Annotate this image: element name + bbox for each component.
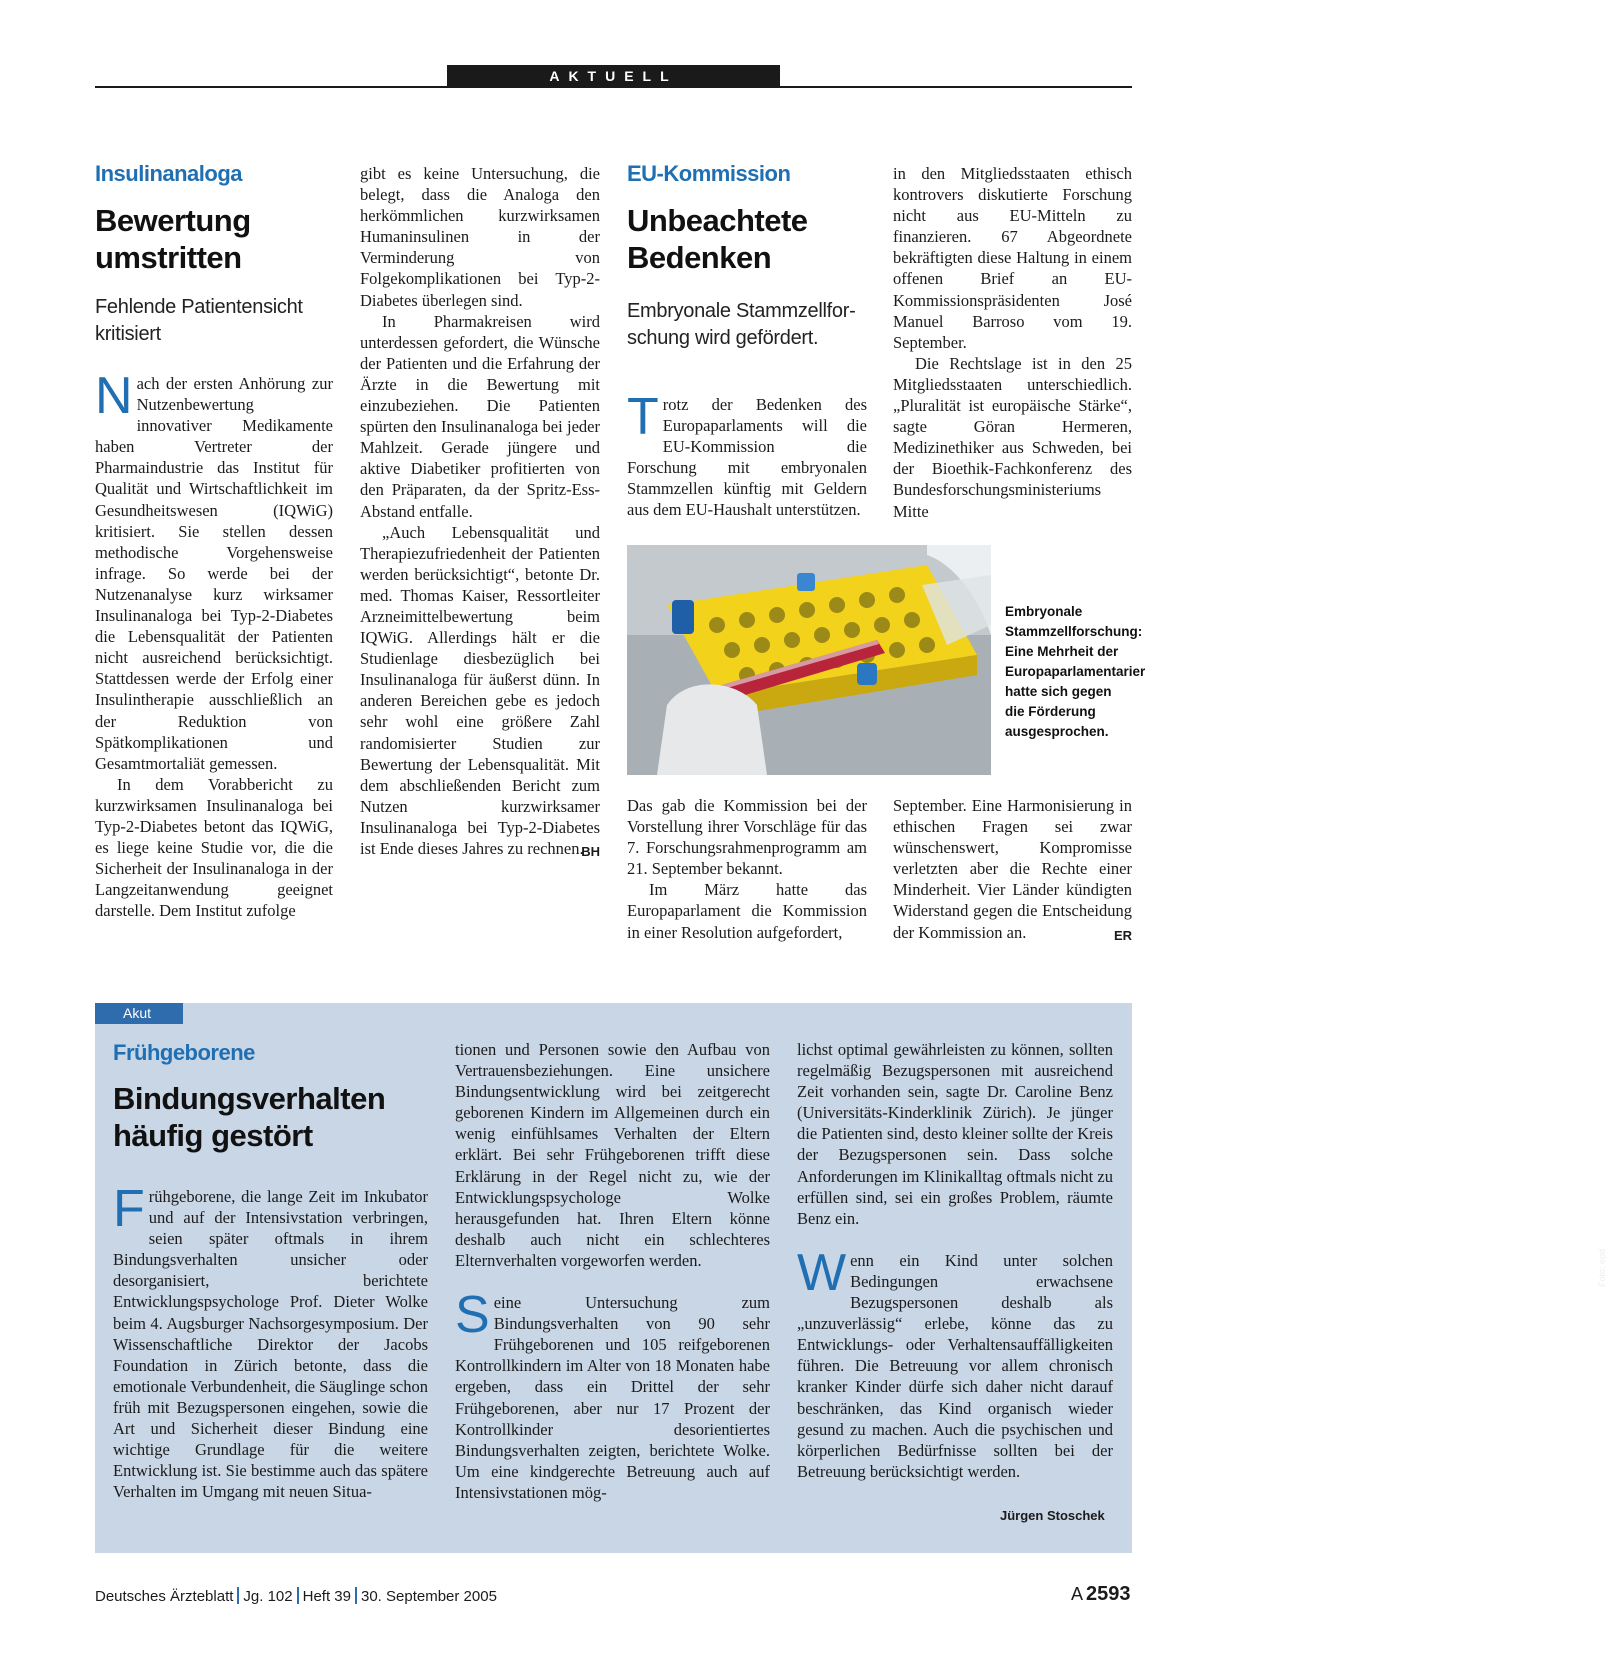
article2-col4-paragraph-1: in den Mitgliedsstaaten ethisch kontrovers diskutierte Forschung nicht aus EU-Mitteln zu finanzieren. 67 Abgeordnete bekräftigten diese Haltung in einem offenen Brief an EU-Kommissionspräsidenten José Manuel Barroso vom 19. September. (893, 164, 1132, 352)
article2-column-4-bottom (893, 795, 1132, 946)
footer-page-number: 2593 (1086, 1583, 1131, 1605)
article2-subhead-line2: schung wird gefördert. (627, 327, 819, 349)
footer-separator (297, 1587, 299, 1604)
section-badge: AKTUELL (447, 65, 780, 87)
article3-col2-paragraph-2: eine Untersuchung zum Bindungsverhalten von 90 sehr Frühgeborenen und 105 reifgeborenen Kontrollkindern im Alter von 18 Monaten habe ergeben, dass ein Drittel der sehr Frühgeborenen, aber nur 17 Prozent der Kontrollkinder desorientiertes Bindungsverhalten zeigten, berichtete Wolke. Um eine kindgerechte Betreuung auch auf Intensivstationen mög- (455, 1293, 770, 1502)
article1-signature: BH (581, 844, 600, 860)
article2-col3-paragraph-2: Das gab die Kommission bei der Vorstellung ihrer Vorschläge für das 7. Forschungsrahmenprogramm am 21. September bekannt. (627, 796, 867, 879)
footer-volume: Jg. 102 (243, 1588, 293, 1605)
article2-headline-line2: Bedenken (627, 240, 772, 275)
article2-col3-paragraph-1: rotz der Bedenken des Europaparlaments will die EU-Kommission die Forschung mit embryonalen Stammzellen künftig mit Geldern aus dem EU-Haushalt unterstützen. (627, 395, 867, 520)
article3-col3-paragraph-1: lichst optimal gewährleisten zu können, sollten regelmäßig Bezugspersonen mit ausreichend Zeit vorhanden sein, sagte Dr. Caroline Benz (Universitäts-Kinderklinik Zürich). Je jünger die Patienten sind, desto kleiner sollte der Kreis der Bezugspersonen sein. Dass solche Anforderungen im Klinikalltag oftmals nicht zu erfüllen sind, sei ein großes Problem, räumte Benz ein. (797, 1040, 1113, 1228)
article3-col2-paragraph-1: tionen und Personen sowie den Aufbau von Vertrauensbeziehungen. Eine unsichere Bindungsentwicklung wird bei zeitgerecht geborenen Kindern im Allgemeinen durch ein wenig einfühlsames Verhalten der Eltern erklärt. Bei sehr Frühgeborenen trifft diese Erklärung in der Regel nicht zu, wie der Entwicklungspsychologe Wolke herausgefunden hat. Ihren Eltern könne deshalb auch nicht ein schlechteres Elternverhalten vorgeworfen werden. (455, 1040, 770, 1270)
article1-headline-line2: umstritten (95, 240, 242, 275)
article1-column-2 (360, 163, 600, 862)
article1-col2-paragraph-1: gibt es keine Untersuchung, die belegt, dass die Analoga den herkömmlichen kurzwirksamen Humaninsulinen in der Verminderung von Folgekomplikationen bei Typ-2-Diabetes überlegen sind. (360, 164, 600, 310)
photo-credit: Foto: epd (1597, 1248, 1607, 1287)
stem-cell-lab-illustration (627, 545, 991, 775)
article2-signature: ER (1113, 927, 1132, 943)
article3-headline-line2: häufig gestört (113, 1118, 313, 1153)
article1-dropcap: N (95, 367, 133, 425)
article1-kicker: Insulinanaloga (95, 161, 243, 186)
article1-col2-paragraph-2: In Pharmakreisen wird unterdessen gefordert, die Wünsche der Patienten und die Erfahrung der Ärzte in die Bewertung mit einzubeziehen. Die Patienten spürten den Insulinanaloga bei jeder Mahlzeit. Gerade jüngere und aktive Diabetiker profitierten von den Präparaten, da der Spritz-Ess-Abstand entfalle. (360, 311, 600, 521)
footer-journal-info (95, 1587, 497, 1605)
article1-col2-paragraph-3: „Auch Lebensqualität und Therapiezufriedenheit der Patienten werden berücksichtigt“, betonte Dr. med. Thomas Kaiser, Ressortleiter Arzneimittelbewertung beim IQWiG. Allerdings hält er die Studienlage diesbezüglich bei Insulinanaloga für äußerst dünn. In anderen Bereichen gebe es jedoch sehr wohl eine größere Zahl randomisierter Studien zur Bewertung der Lebensqualität. Mit dem abschließenden Bericht zum Nutzen kurzwirksamer Insulinanaloga bei Typ-2-Diabetes ist Ende dieses Jahres zu rechnen. (360, 522, 600, 858)
article3-column-1 (113, 1180, 428, 1502)
article3-dropcap-w: W (797, 1243, 847, 1302)
article3-dropcap-f: F (113, 1180, 145, 1238)
akut-tab: Akut (95, 1003, 183, 1024)
article1-col1-paragraph-2: In dem Vorabbericht zu kurzwirksamen Insulinanaloga bei Typ-2-Diabetes betont das IQWiG, es liege keine Studie vor, die die Sicherheit der Insulinanaloga in der Langzeitanwendung geeignet darstelle. Dem Institut zufolge (95, 774, 333, 921)
article2-headline (627, 202, 808, 276)
article3-headline (113, 1080, 385, 1154)
article2-subhead (627, 298, 855, 352)
article2-subhead-line1: Embryonale Stammzellfor- (627, 300, 856, 322)
footer-separator (355, 1587, 357, 1604)
photo-caption: Embryonale Stammzellforschung: Eine Mehrheit der Europaparlamentarier hatte sich gegen die Förderung ausgesprochen. (1005, 604, 1146, 739)
footer-journal: Deutsches Ärzteblatt (95, 1588, 234, 1605)
article2-column-3-bottom (627, 795, 867, 943)
article1-subhead (95, 294, 303, 348)
article2-col4-paragraph-3: September. Eine Harmonisierung in ethischen Fragen sei zwar wünschenswert, Kompromisse verletzten aber die Rechte einer Minderheit. Vier Länder kündigten Widerstand gegen die Entscheidung der Kommission an. (893, 796, 1132, 942)
article3-headline-line1: Bindungsverhalten (113, 1081, 386, 1116)
article3-kicker: Frühgeborene (113, 1040, 255, 1065)
article1-col1-paragraph-1: ach der ersten Anhörung zur Nutzenbewertung innovativer Medikamente haben Vertreter der Pharmaindustrie das Institut für Qualität und Wirtschaftlichkeit im Gesundheitswesen (IQWiG) kritisiert. Sie stellen dessen methodische Vorgehensweise infrage. So werde bei der Nutzenanalyse kurz wirksamer Insulinanaloga bei Typ-2-Diabetes die Lebensqualität der Patienten nicht ausreichend berücksichtigt. Stattdessen werde der Erfolg einer Insulintherapie ausschließlich an der Reduktion von Spätkomplikationen und Gesamtmortaliät gemessen. (95, 374, 333, 773)
article2-dropcap: T (627, 388, 659, 446)
article2-col4-paragraph-2: Die Rechtslage ist in den 25 Mitgliedsstaaten unterschiedlich. „Pluralität ist europäische Stärke“, sagte Göran Hermeren, Medizinethiker aus Schweden, bei der Bioethik-Fachkonferenz des Bundesforschungsministeriums Mitte (893, 353, 1132, 521)
article1-subhead-line2: kritisiert (95, 323, 161, 345)
article3-col3-paragraph-2: enn ein Kind unter solchen Bedingungen erwachsene Bezugspersonen deshalb als „unzuverlässig“ erlebe, könne das zu Entwicklungs- oder Verhaltensauffälligkeiten führen. Die Betreuung vor allem chronisch kranker Kinder dürfe sich daher nicht darauf beschränken, das Kind organisch wieder gesund zu machen. Auch die psychischen und körperlichen Bedürfnisse sollten bei der Betreuung berücksichtigt werden. (797, 1250, 1113, 1481)
article2-headline-line1: Unbeachtete (627, 203, 808, 238)
article2-column-3-top (627, 388, 867, 521)
footer-date: 30. September 2005 (361, 1588, 497, 1605)
article2-col3-paragraph-3: Im März hatte das Europaparlament die Kommission in einer Resolution aufgefordert, (627, 880, 867, 942)
article3-signature: Jürgen Stoschek (1000, 1508, 1105, 1523)
article3-column-3 (797, 1039, 1113, 1482)
article1-column-1 (95, 367, 333, 921)
article2-column-4-top (893, 163, 1132, 522)
article1-subhead-line1: Fehlende Patientensicht (95, 296, 303, 318)
footer-separator (237, 1587, 239, 1604)
article1-headline-line1: Bewertung (95, 203, 251, 238)
article3-dropcap-s: S (455, 1286, 490, 1345)
article3-col1-paragraph-1: rühgeborene, die lange Zeit im Inkubator und auf der Intensivstation verbringen, seien später oftmals in ihrem Bindungsverhalten unsicher oder desorganisiert, berichtete Entwicklungspsychologe Prof. Dieter Wolke beim 4. Augsburger Nachsorgesymposium. Der Wissenschaftliche Direktor der Jacobs Foundation in Zürich betonte, dass die emotionale Verbundenheit, die Säuglinge schon früh mit Bezugspersonen eingehen, sowie die Art und Sicherheit dieser Bindung eine wichtige Grundlage für die weitere Entwicklung ist. Sie bestimme auch das spätere Verhalten im Umgang mit neuen Situa- (113, 1187, 428, 1502)
article3-column-2 (455, 1039, 770, 1503)
footer-page-prefix: A (1071, 1584, 1084, 1604)
article1-headline (95, 202, 251, 276)
footer-issue: Heft 39 (302, 1588, 351, 1605)
article2-kicker: EU-Kommission (627, 161, 791, 186)
